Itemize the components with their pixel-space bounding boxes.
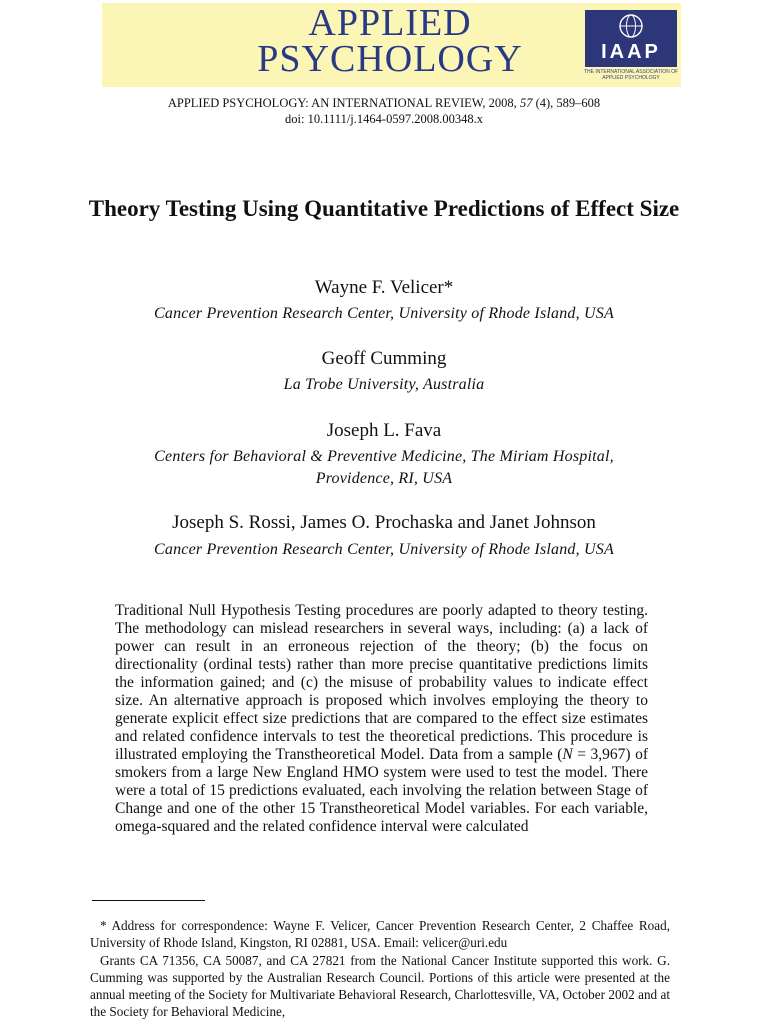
doi-line: doi: 10.1111/j.1464-0597.2008.00348.x: [285, 112, 483, 126]
journal-name: [190, 2, 590, 80]
footnote-divider: [92, 900, 205, 901]
citation-tail: (4), 589–608: [532, 96, 601, 110]
author-name: Wayne F. Velicer*: [314, 277, 454, 298]
abstract-text-continued: = 3,967) of smokers from a large New England HMO system were used to test the model. There were a total of 15 predictions evaluated, each involving the relation between Stage of Change and one of the other 15 Transtheoretical Model variables. For each variable, omega-squared and the related confidence interval were calculated: [115, 746, 648, 835]
citation-volume: 57: [519, 96, 533, 110]
author-affiliation: Cancer Prevention Research Center, University of Rhode Island, USA: [154, 305, 614, 322]
iaap-logo-caption: THE INTERNATIONAL ASSOCIATION OF APPLIED PSYCHOLOGY: [583, 69, 679, 81]
author-name: Joseph S. Rossi, James O. Prochaska and Janet Johnson: [172, 512, 596, 533]
footnote-grants: Grants CA 71356, CA 50087, and CA 27821 from the National Cancer Institute supported this work. G. Cumming was supported by the Australian Research Council. Portions of this article were presented at the annual meeting of the Society for Multivariate Behavioral Research, Charlottesville, VA, October 2002 and at the Society for Behavioral Medicine,: [90, 952, 670, 1020]
footnote-correspondence: * Address for correspondence: Wayne F. Velicer, Cancer Prevention Research Center, 2 Chaffee Road, University of Rhode Island, Kingston, RI 02881, USA. Email: velicer@uri.edu: [90, 918, 670, 951]
citation-text: APPLIED PSYCHOLOGY: AN INTERNATIONAL REVIEW, 2008,: [167, 96, 517, 110]
author-affiliation: Cancer Prevention Research Center, University of Rhode Island, USA: [154, 541, 614, 558]
author-affiliation: Centers for Behavioral & Preventive Medicine, The Miriam Hospital,: [154, 448, 614, 465]
iaap-logo: [585, 10, 677, 67]
author-affiliation: La Trobe University, Australia: [283, 376, 485, 393]
author-name: Joseph L. Fava: [326, 420, 442, 441]
abstract-text: Traditional Null Hypothesis Testing procedures are poorly adapted to theory testing. The methodology can mislead researchers in several ways, including: (a) a lack of power can result in an erroneous rejection of the theory; (b) the focus on directionality (ordinal tests) rather than more precise quantitative predictions limits the information gained; and (c) the misuse of probability values to indicate effect size. An alternative approach is proposed which involves employing the theory to generate explicit effect size predictions that are compared to the effect size estimates and related confidence intervals to test the theoretical predictions. This procedure is illustrated employing the Transtheoretical Model. Data from a sample (: [115, 602, 648, 763]
citation-line: [0, 95, 768, 111]
paper-title: Theory Testing Using Quantitative Predictions of Effect Size: [88, 196, 680, 221]
author-affiliation: Providence, RI, USA: [315, 470, 453, 487]
iaap-globe-icon: [585, 10, 677, 41]
journal-name-line2: PSYCHOLOGY: [257, 38, 523, 80]
iaap-logo-text: IAAP: [601, 41, 661, 63]
author-name: Geoff Cumming: [321, 348, 447, 369]
sample-size-symbol: N: [562, 746, 573, 763]
abstract: [115, 602, 648, 836]
journal-banner: [102, 3, 681, 87]
footnote: [90, 917, 670, 1021]
journal-name-line1: APPLIED: [308, 2, 472, 44]
